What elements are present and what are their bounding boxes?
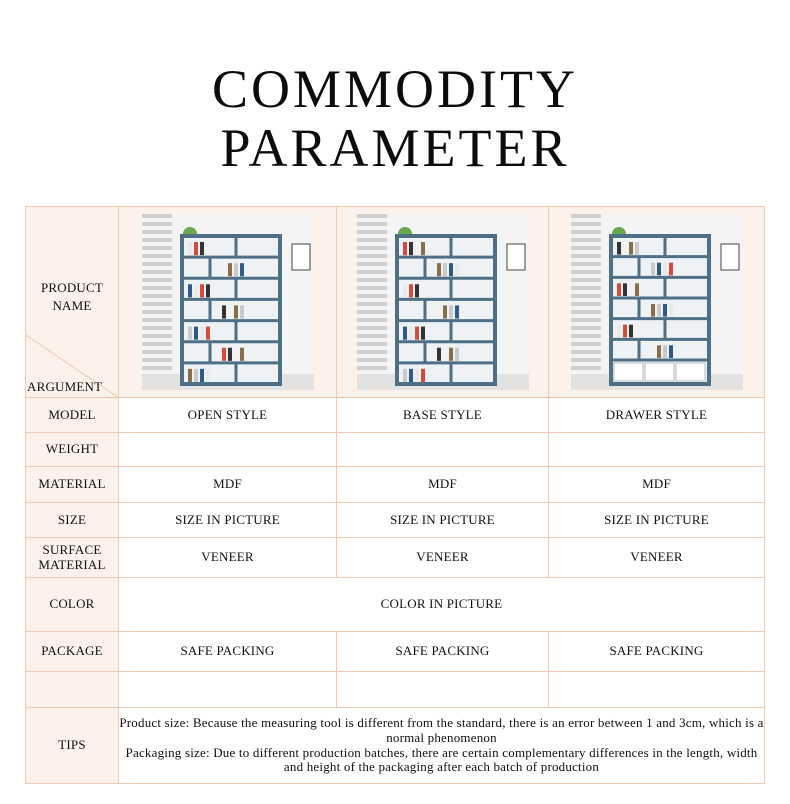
- book: [188, 284, 192, 297]
- book: [409, 284, 413, 297]
- window-blind-slat: [357, 262, 387, 266]
- book: [194, 369, 198, 382]
- book: [188, 242, 192, 255]
- window-blind-slat: [571, 318, 601, 322]
- book: [200, 369, 204, 382]
- package-value: SAFE PACKING: [549, 632, 765, 672]
- book: [409, 369, 413, 382]
- window-blind-slat: [571, 350, 601, 354]
- product-photo-cell-3: [549, 207, 765, 398]
- window-blind-slat: [357, 294, 387, 298]
- window-blind-slat: [142, 270, 172, 274]
- window-blind-slat: [357, 246, 387, 250]
- book: [200, 242, 204, 255]
- book: [222, 348, 226, 361]
- book: [455, 263, 459, 276]
- window-blind-slat: [142, 310, 172, 314]
- window-blind-slat: [357, 214, 387, 218]
- book: [228, 305, 232, 318]
- window-blind-slat: [357, 318, 387, 322]
- empty-cell: [119, 672, 337, 708]
- window-blind-slat: [357, 270, 387, 274]
- window-blind-slat: [142, 358, 172, 362]
- wall-frame: [721, 244, 739, 270]
- book: [415, 369, 419, 382]
- book: [651, 304, 655, 317]
- book: [415, 327, 419, 340]
- surface-value: VENEER: [337, 538, 549, 578]
- window-blind-slat: [571, 262, 601, 266]
- table-row-product-name: [26, 207, 765, 398]
- window-blind-slat: [357, 302, 387, 306]
- product-image-open-style: [142, 214, 314, 390]
- book: [651, 263, 655, 276]
- material-value: MDF: [549, 467, 765, 503]
- book: [623, 325, 627, 338]
- book: [635, 325, 639, 338]
- book: [228, 348, 232, 361]
- model-value: BASE STYLE: [337, 398, 549, 433]
- weight-value: [549, 433, 765, 467]
- window-blind-slat: [142, 350, 172, 354]
- book: [240, 348, 244, 361]
- book: [234, 263, 238, 276]
- window-blind-slat: [571, 246, 601, 250]
- window-blind-slat: [571, 254, 601, 258]
- book: [629, 283, 633, 296]
- book: [421, 369, 425, 382]
- table-row-model: [26, 398, 765, 433]
- window-blind-slat: [357, 238, 387, 242]
- window-blind-slat: [357, 254, 387, 258]
- window-blind-slat: [571, 366, 601, 370]
- book: [206, 284, 210, 297]
- book: [651, 345, 655, 358]
- book: [188, 327, 192, 340]
- bookshelf-illustration: [142, 214, 314, 390]
- product-image-base-style: [357, 214, 529, 390]
- book: [194, 242, 198, 255]
- book: [669, 304, 673, 317]
- book: [415, 242, 419, 255]
- book: [657, 263, 661, 276]
- window-blind-slat: [571, 214, 601, 218]
- book: [206, 327, 210, 340]
- window-blind-slat: [142, 342, 172, 346]
- page-title-line2: PARAMETER: [220, 118, 570, 178]
- window-blind-slat: [142, 286, 172, 290]
- row-label-weight: WEIGHT: [26, 433, 119, 467]
- book: [629, 325, 633, 338]
- window-blind-slat: [357, 278, 387, 282]
- window-blind-slat: [357, 326, 387, 330]
- table-row-tips: [26, 708, 765, 784]
- book: [240, 305, 244, 318]
- bookshelf-illustration: [571, 214, 743, 390]
- book: [623, 242, 627, 255]
- book: [437, 348, 441, 361]
- row-label-surface-material: SURFACE MATERIAL: [26, 538, 119, 578]
- page-title-line1: COMMODITY: [211, 59, 578, 119]
- size-value: SIZE IN PICTURE: [549, 503, 765, 538]
- argument-label: ARGUMENT: [27, 379, 103, 395]
- material-value: MDF: [337, 467, 549, 503]
- book: [635, 242, 639, 255]
- book: [443, 305, 447, 318]
- window-blind-slat: [142, 318, 172, 322]
- book: [421, 327, 425, 340]
- row-label-empty: [26, 672, 119, 708]
- drawer: [676, 363, 705, 381]
- book: [415, 284, 419, 297]
- book: [222, 305, 226, 318]
- window-blind-slat: [142, 238, 172, 242]
- window-blind-slat: [571, 230, 601, 234]
- book: [617, 325, 621, 338]
- book: [200, 327, 204, 340]
- parameter-table: [25, 206, 765, 784]
- window-blind-slat: [357, 230, 387, 234]
- book: [635, 283, 639, 296]
- table-row-size: [26, 503, 765, 538]
- book: [455, 348, 459, 361]
- window-blind-slat: [571, 278, 601, 282]
- drawer: [614, 363, 643, 381]
- wall-frame: [507, 244, 525, 270]
- window-blind-slat: [142, 222, 172, 226]
- window-blind-slat: [571, 286, 601, 290]
- book: [617, 242, 621, 255]
- book: [663, 345, 667, 358]
- window-blind-slat: [571, 238, 601, 242]
- window-blind-slat: [571, 334, 601, 338]
- book: [421, 284, 425, 297]
- window-blind-slat: [357, 366, 387, 370]
- table-row-empty: [26, 672, 765, 708]
- book: [194, 327, 198, 340]
- window-blind-slat: [357, 342, 387, 346]
- window-blind-slat: [571, 302, 601, 306]
- window-blind-slat: [571, 358, 601, 362]
- window-blind-slat: [357, 350, 387, 354]
- book: [657, 304, 661, 317]
- book: [409, 242, 413, 255]
- row-label-package: PACKAGE: [26, 632, 119, 672]
- book: [663, 304, 667, 317]
- window-blind-slat: [571, 222, 601, 226]
- book: [617, 283, 621, 296]
- book: [206, 369, 210, 382]
- tips-packaging-size: Packaging size: Due to different production batches, there are certain complementary differences in the length, width and height of the packaging after each batch of production: [125, 744, 758, 775]
- book: [449, 305, 453, 318]
- window-blind-slat: [571, 310, 601, 314]
- book: [663, 263, 667, 276]
- book: [657, 345, 661, 358]
- product-image-drawer-style: [571, 214, 743, 390]
- book: [403, 284, 407, 297]
- model-value: OPEN STYLE: [119, 398, 337, 433]
- material-value: MDF: [119, 467, 337, 503]
- empty-cell: [337, 672, 549, 708]
- book: [228, 263, 232, 276]
- window-blind-slat: [142, 334, 172, 338]
- book: [623, 283, 627, 296]
- product-photo-cell-2: [337, 207, 549, 398]
- book: [437, 263, 441, 276]
- table-row-color: [26, 578, 765, 632]
- book: [403, 242, 407, 255]
- window-blind-slat: [357, 334, 387, 338]
- book: [194, 284, 198, 297]
- size-value: SIZE IN PICTURE: [337, 503, 549, 538]
- product-photo-cell-1: [119, 207, 337, 398]
- bookshelf-illustration: [357, 214, 529, 390]
- window-blind-slat: [142, 366, 172, 370]
- window-blind-slat: [142, 214, 172, 218]
- window-blind-slat: [357, 310, 387, 314]
- tips-text: [119, 708, 765, 784]
- row-label-material: MATERIAL: [26, 467, 119, 503]
- surface-value: VENEER: [119, 538, 337, 578]
- package-value: SAFE PACKING: [337, 632, 549, 672]
- window-blind-slat: [142, 278, 172, 282]
- book: [200, 284, 204, 297]
- product-name-header-cell: [26, 207, 119, 398]
- book: [669, 263, 673, 276]
- window-blind-slat: [357, 286, 387, 290]
- size-value: SIZE IN PICTURE: [119, 503, 337, 538]
- window-blind-slat: [142, 262, 172, 266]
- table-row-weight: [26, 433, 765, 467]
- surface-value: VENEER: [549, 538, 765, 578]
- color-value: COLOR IN PICTURE: [119, 578, 765, 632]
- table-row-material: [26, 467, 765, 503]
- model-value: DRAWER STYLE: [549, 398, 765, 433]
- window-blind-slat: [142, 302, 172, 306]
- row-label-color: COLOR: [26, 578, 119, 632]
- book: [437, 305, 441, 318]
- book: [449, 348, 453, 361]
- weight-value: [337, 433, 549, 467]
- window-blind-slat: [571, 270, 601, 274]
- product-name-label: PRODUCT NAME: [40, 280, 104, 313]
- package-value: SAFE PACKING: [119, 632, 337, 672]
- book: [403, 327, 407, 340]
- window-blind-slat: [571, 294, 601, 298]
- window-blind-slat: [571, 326, 601, 330]
- window-blind-slat: [142, 230, 172, 234]
- window-blind-slat: [357, 222, 387, 226]
- book: [629, 242, 633, 255]
- window-blind-slat: [142, 254, 172, 258]
- empty-cell: [549, 672, 765, 708]
- wall-frame: [292, 244, 310, 270]
- tips-product-size: Product size: Because the measuring tool is different from the standard, there is an error between 1 and 3cm, which is a normal phenomenon: [119, 714, 764, 745]
- row-label-model: MODEL: [26, 398, 119, 433]
- table-row-package: [26, 632, 765, 672]
- table-row-surface-material: [26, 538, 765, 578]
- window-blind-slat: [357, 358, 387, 362]
- book: [188, 369, 192, 382]
- book: [669, 345, 673, 358]
- book: [409, 327, 413, 340]
- book: [455, 305, 459, 318]
- book: [222, 263, 226, 276]
- book: [206, 242, 210, 255]
- book: [234, 305, 238, 318]
- weight-value: [119, 433, 337, 467]
- book: [403, 369, 407, 382]
- window-blind-slat: [142, 246, 172, 250]
- window-blind-slat: [142, 294, 172, 298]
- drawer: [645, 363, 674, 381]
- window-blind-slat: [142, 326, 172, 330]
- book: [240, 263, 244, 276]
- row-label-size: SIZE: [26, 503, 119, 538]
- book: [443, 348, 447, 361]
- book: [443, 263, 447, 276]
- book: [449, 263, 453, 276]
- window-blind-slat: [571, 342, 601, 346]
- book: [234, 348, 238, 361]
- row-label-tips: TIPS: [26, 708, 119, 784]
- book: [421, 242, 425, 255]
